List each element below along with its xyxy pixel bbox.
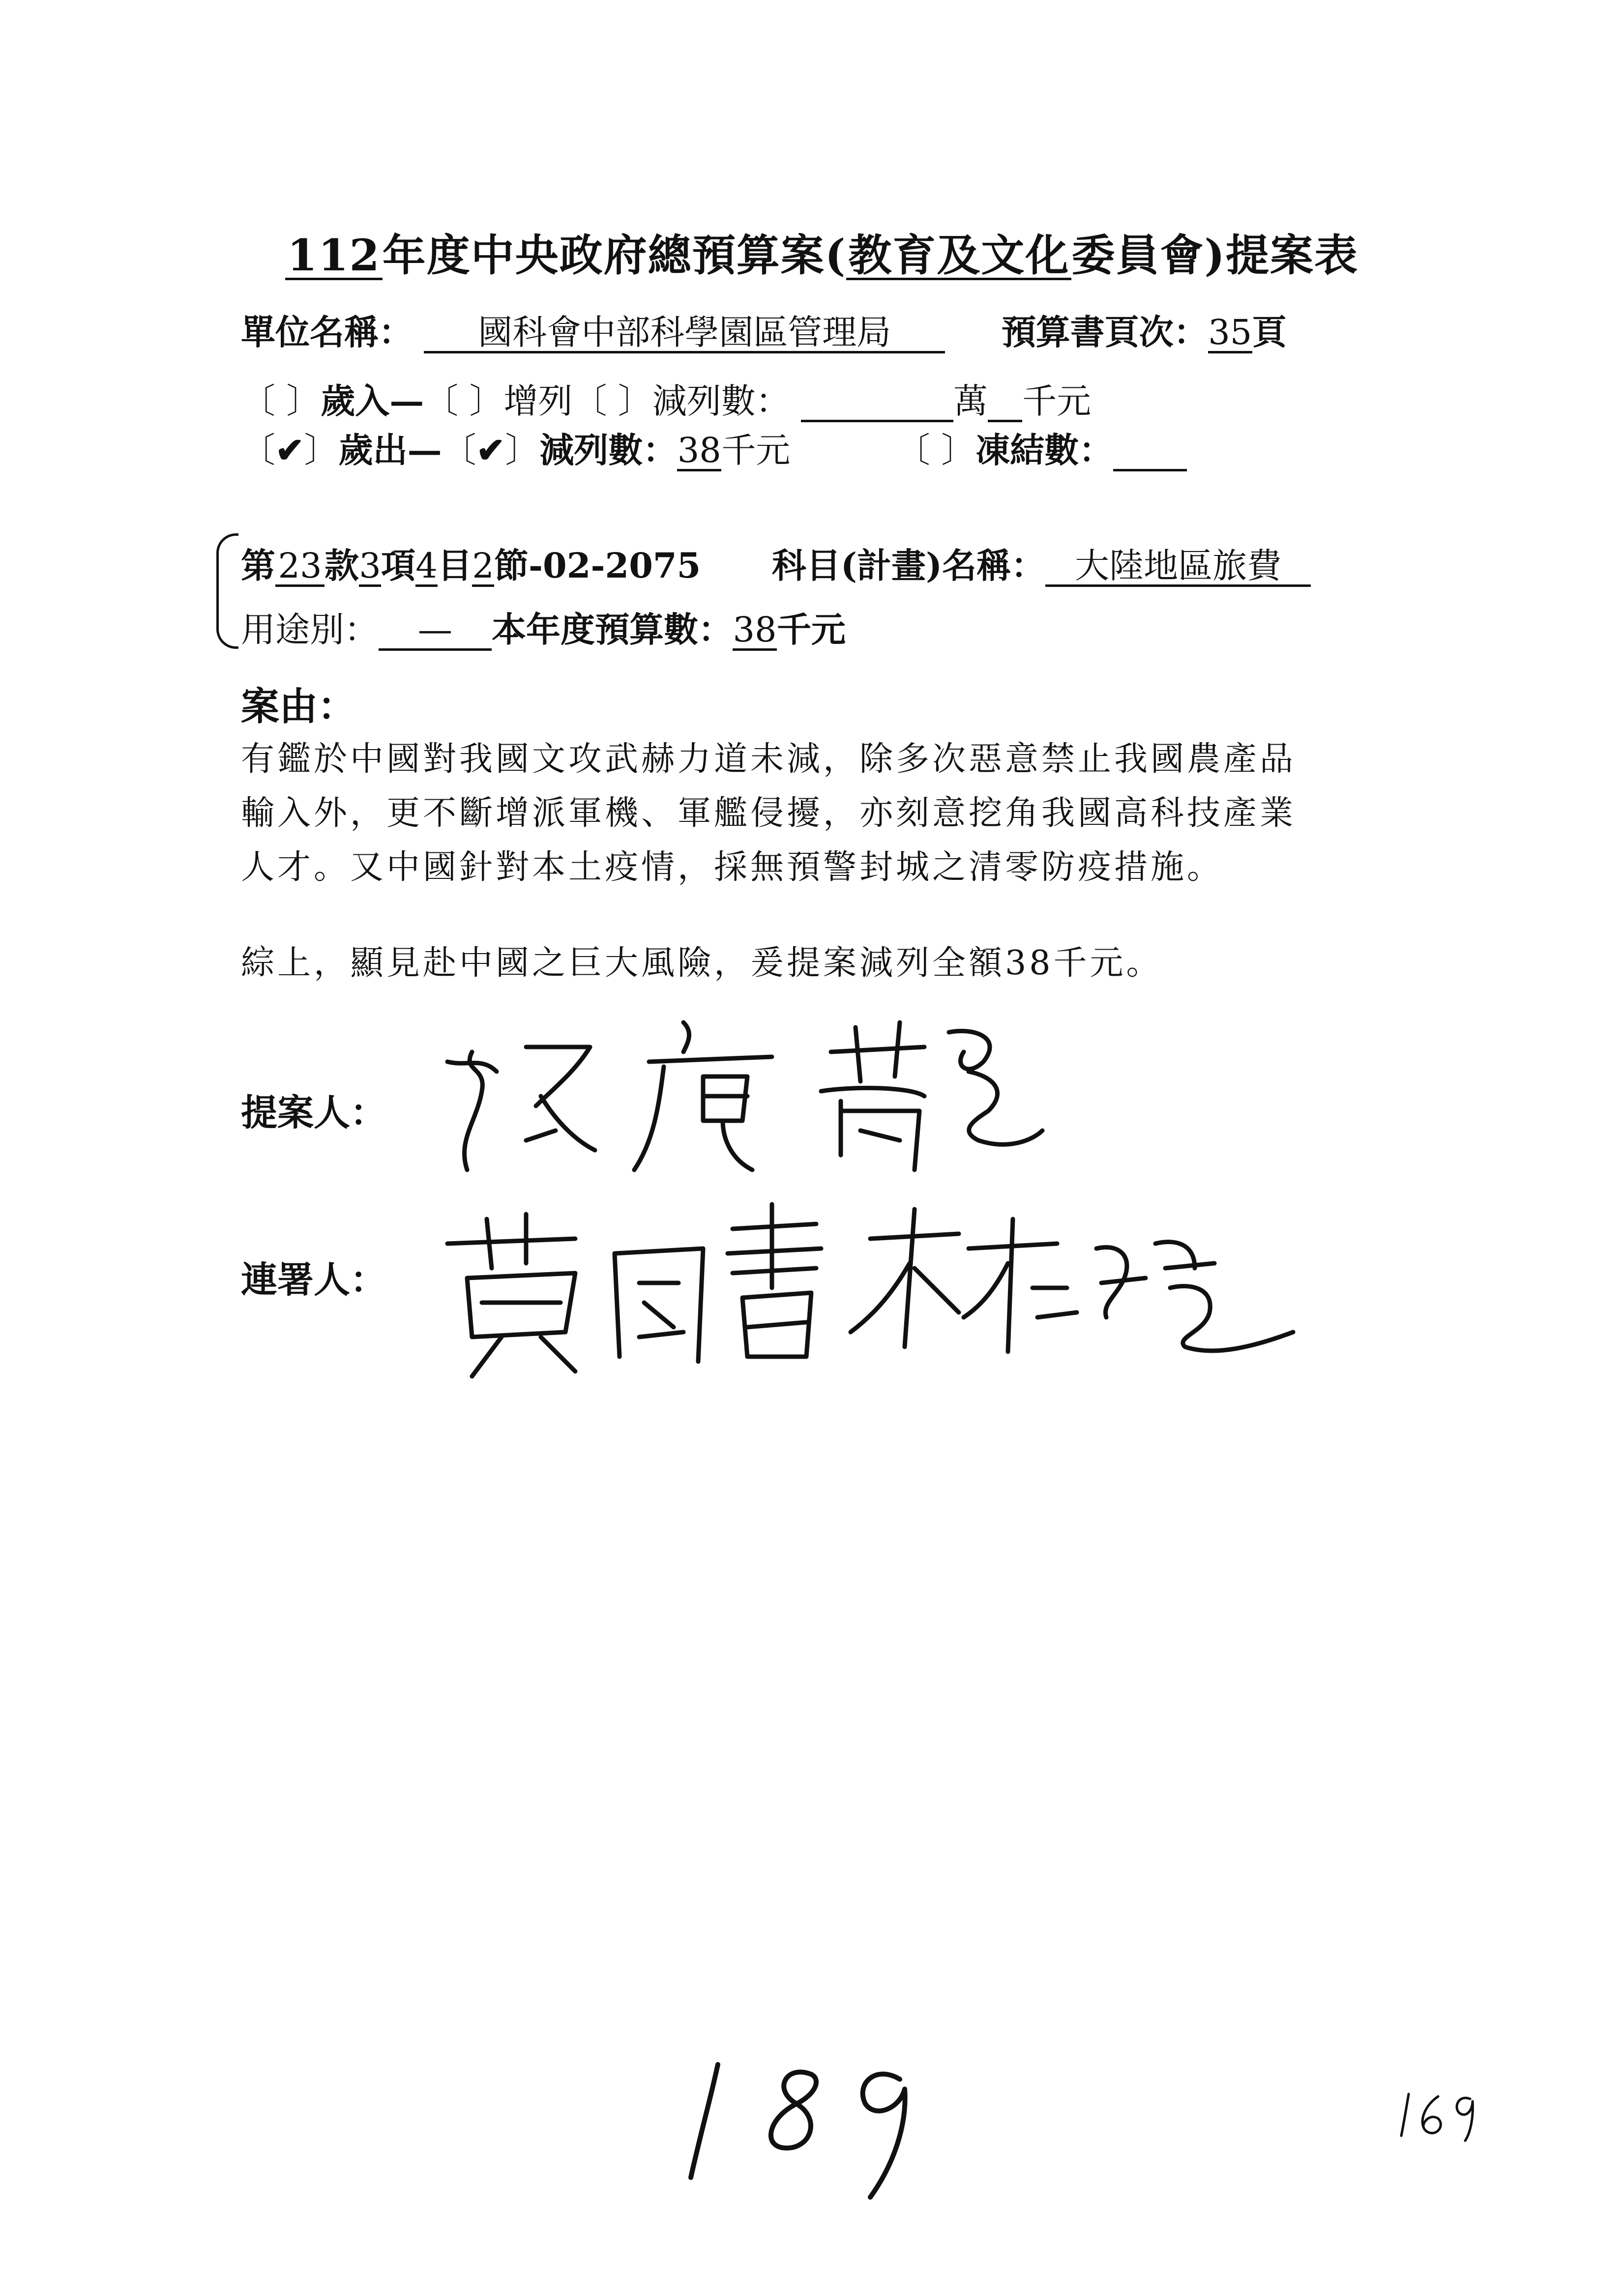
title-committee: 教育及文化 xyxy=(846,233,1071,280)
increase-box: 〔 〕 xyxy=(424,381,504,421)
page-label: 預算書頁次： xyxy=(1001,312,1208,352)
qianyuan-label: 千元 xyxy=(1022,381,1092,421)
page-number-small xyxy=(1396,2084,1480,2143)
page-number-large-text: 189 xyxy=(688,2197,689,2198)
budget-label: 本年度預算數： xyxy=(492,609,733,650)
subject-xiang: 3 xyxy=(359,546,381,586)
freeze-box: 〔 〕 xyxy=(895,430,976,470)
exp-box-close: 〕 xyxy=(304,430,339,470)
title-year: 112 xyxy=(285,233,383,280)
exp-reduce-box-close: 〕 xyxy=(505,430,540,470)
exp-reduce-label: 減列數： xyxy=(539,430,678,470)
subject-di: 第 xyxy=(241,545,275,586)
usage-value: — xyxy=(379,612,492,651)
unit-value: 國科會中部科學園區管理局 xyxy=(424,315,945,353)
exp-reduce-unit: 千元 xyxy=(721,430,791,470)
subject-bracket xyxy=(216,533,238,649)
page-value: 35 xyxy=(1208,312,1252,352)
proposer-label: 提案人： xyxy=(241,1092,386,1134)
check-icon: ✔ xyxy=(275,430,304,470)
proposer-signature xyxy=(428,993,1067,1199)
expenditure-label: 歲出— xyxy=(338,430,442,470)
reason-line-1: 有鑑於中國對我國文攻武赫力道未減，除多次惡意禁止我國農產品 xyxy=(241,740,1297,779)
exp-box-open: 〔 xyxy=(241,430,275,470)
budget-unit: 千元 xyxy=(777,609,846,650)
page-number-small-text: 169 xyxy=(1406,2197,1407,2198)
subject-row xyxy=(241,538,1311,588)
subject-jie-label: 節 xyxy=(494,545,529,586)
expenditure-row xyxy=(241,423,1187,472)
freeze-blank xyxy=(1113,433,1187,471)
subject-jie: 2 xyxy=(472,546,494,586)
check-icon: ✔ xyxy=(476,430,505,470)
reason-line-2: 輸入外，更不斷增派軍機、軍艦侵擾，亦刻意挖角我國高科技產業 xyxy=(241,794,1297,833)
subject-name-label: 科目(計畫)名稱： xyxy=(771,545,1046,586)
unit-label: 單位名稱： xyxy=(241,312,413,352)
cosigner-label: 連署人： xyxy=(241,1259,386,1301)
freeze-label: 凍結數： xyxy=(975,430,1114,470)
title-post: 委員會)提案表 xyxy=(1071,230,1358,281)
wan-label: 萬 xyxy=(953,381,988,421)
subject-mu: 4 xyxy=(415,546,438,586)
revenue-row xyxy=(241,374,1091,423)
reason-heading: 案由： xyxy=(241,684,356,729)
usage-row xyxy=(241,602,846,652)
subject-mu-label: 目 xyxy=(438,545,472,586)
qian-blank xyxy=(988,383,1022,422)
reason-conclusion: 綜上，顯見赴中國之巨大風險，爰提案減列全額38千元。 xyxy=(241,944,1163,983)
reason-line-3: 人才。又中國針對本土疫情，採無預警封城之清零防疫措施。 xyxy=(241,848,1224,887)
title-pre: 年度中央政府總預算案( xyxy=(382,230,847,281)
wan-blank xyxy=(801,383,953,422)
usage-label: 用途別： xyxy=(241,610,379,650)
page-suffix: 頁 xyxy=(1252,312,1287,352)
page-title xyxy=(285,221,1358,283)
exp-reduce-value: 38 xyxy=(677,430,721,470)
subject-kuan: 23 xyxy=(275,548,325,587)
revenue-label: 歲入— xyxy=(321,380,424,421)
increase-label: 增列 xyxy=(503,381,573,421)
subject-xiang-label: 項 xyxy=(381,545,415,586)
reduce-box: 〔 〕 xyxy=(572,381,652,421)
page-number-large xyxy=(664,2045,939,2202)
subject-kuan-label: 款 xyxy=(325,545,359,586)
revenue-reduce-label: 減列數： xyxy=(652,381,790,421)
cosigner-signature xyxy=(428,1190,1313,1386)
subject-code: -02-2075 xyxy=(529,545,701,586)
subject-name-value: 大陸地區旅費 xyxy=(1045,548,1311,587)
budget-value: 38 xyxy=(733,610,777,650)
exp-reduce-box-open: 〔 xyxy=(442,430,476,470)
revenue-box: 〔 〕 xyxy=(241,381,321,421)
unit-row xyxy=(241,305,1287,354)
